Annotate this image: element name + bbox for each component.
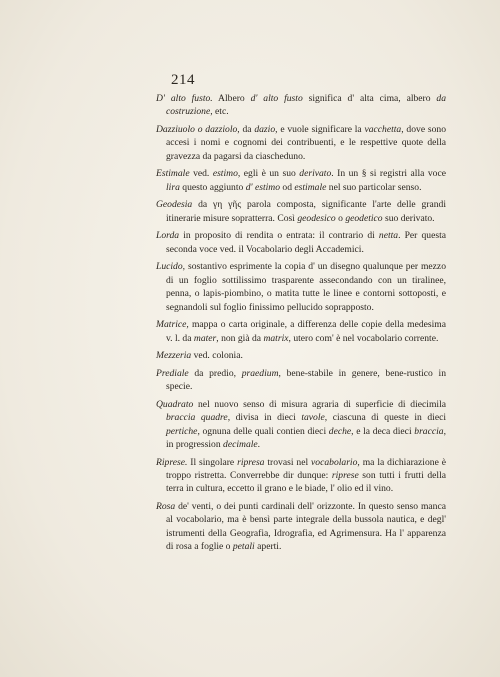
entry-text: in proposito di rendita o entrata: il contrario di — [179, 230, 379, 242]
glossary-entry — [156, 198, 446, 225]
entry-text: sostantivo esprimente la copia d' un disegno qualunque per mezzo di un foglio sottilissimo trasparente assecondando con un tiralinee, penna, o lapis-piombino, o matita tutte le linee e contorni sottoposti, e segnandoli sul foglio finissimo pellucido soprapposto. — [166, 261, 446, 313]
entry-text: trovasi nel — [264, 456, 312, 468]
entry-text: , non già da — [216, 332, 264, 344]
entry-italic-text: petali — [232, 541, 255, 553]
glossary-entry — [156, 398, 446, 452]
entry-italic-text: matrix — [263, 332, 289, 344]
entry-term: Rosa — [156, 501, 176, 513]
glossary-entries — [156, 92, 446, 558]
entry-text: o — [335, 212, 346, 224]
entry-italic-text: estimale — [294, 181, 327, 193]
entry-text: . — [257, 439, 261, 451]
entry-term: Estimale — [156, 168, 190, 180]
glossary-entry — [156, 229, 446, 256]
entry-italic-text: lira — [166, 181, 180, 193]
glossary-entry — [156, 167, 446, 194]
entry-term: Lorda — [156, 230, 180, 242]
entry-term: D' alto fusto. — [156, 93, 213, 104]
entry-text: , etc. — [210, 106, 229, 118]
entry-italic-text: netta — [378, 230, 399, 242]
entry-italic-text: pertiche — [166, 425, 198, 437]
entry-text: , utero com' è nel vocabolario corrente. — [288, 332, 439, 344]
entry-text: da γη γῆς parola composta, significante l'arte delle grandi itinerarie misure sopratterra. Così — [166, 199, 446, 224]
entry-italic-text: praedium — [241, 367, 279, 379]
entry-text: nel nuovo senso di misura agraria di superficie di diecimila — [193, 398, 446, 410]
entry-italic-text: estimo — [212, 168, 238, 180]
entry-italic-text: d' alto fusto — [250, 93, 303, 104]
glossary-entry — [156, 349, 446, 362]
entry-italic-text: da costruzione — [166, 93, 447, 118]
entry-text: de' venti, o dei punti cardinali dell' orizzonte. In questo senso manca al vocabolario, ma è bensì parte integrale della bussola nautica, e degl' istrumenti della Geografia, Idrografia, ed Agrimensura. Ha l' apparenza di rosa a foglie o — [166, 501, 446, 553]
entry-text: aperti. — [254, 541, 282, 553]
entry-term: Dazziuolo o dazziolo — [156, 124, 238, 135]
entry-term: Riprese. — [156, 456, 188, 468]
entry-text: , in progression — [166, 425, 446, 451]
entry-text: , egli è un suo — [237, 168, 300, 180]
entry-italic-text: geodetico — [345, 212, 383, 224]
entry-text: suo derivato. — [382, 212, 435, 224]
entry-text: da predio, — [188, 367, 242, 379]
entry-text: nel suo particolar senso. — [326, 181, 422, 193]
glossary-entry — [156, 260, 446, 314]
entry-text: , divisa in dieci — [227, 412, 302, 424]
entry-italic-text: ripresa — [237, 456, 265, 468]
entry-text: , dove sono accesi i nomi e cognomi dei contribuenti, e le respettive quote della gravezza da pagarsi da ciascheduno. — [166, 124, 446, 162]
entry-term: Lucido, — [156, 261, 186, 273]
glossary-entry — [156, 500, 446, 554]
entry-text: . Per questa seconda voce ved. il Vocabolario degli Accademici. — [166, 230, 446, 255]
entry-text: , bene-stabile in genere, bene-rustico in specie. — [166, 367, 446, 393]
glossary-entry — [156, 367, 446, 394]
entry-text: questo aggiunto — [179, 181, 246, 193]
entry-text: , da — [237, 124, 255, 135]
entry-text: , ma la dichiarazione è troppo ristretta. Converrebbe dir dunque: — [166, 456, 446, 482]
entry-text: Albero — [212, 93, 251, 104]
entry-text: , e vuole significare la — [275, 124, 365, 135]
entry-text: . In un § si registri alla voce — [331, 168, 446, 180]
entry-text: son tutti i frutti della terra in cultura, eccetto il grano e le biade, l' olio ed il vino. — [166, 470, 446, 495]
entry-term: Matrice, — [156, 319, 189, 331]
entry-italic-text: vacchetta — [364, 124, 402, 135]
entry-italic-text: mater — [193, 332, 217, 344]
entry-text: Il singolare — [187, 456, 238, 468]
entry-text: mappa o carta originale, a differenza delle copie della medesima v. l. da — [166, 319, 446, 344]
entry-text: od — [280, 181, 295, 193]
entry-italic-text: tavole — [301, 412, 325, 424]
entry-italic-text: braccia — [414, 425, 444, 437]
entry-text: ved. colonia. — [191, 350, 243, 362]
entry-term: Prediale — [156, 367, 189, 379]
entry-text: significa d' alta cima, albero — [302, 93, 437, 104]
entry-italic-text: braccia quadre — [166, 412, 228, 424]
entry-text: ved. — [189, 168, 213, 180]
entry-term: Geodesia — [156, 199, 193, 211]
entry-term: Mezzeria — [156, 350, 192, 362]
entry-text: , ciascuna di queste in dieci — [324, 412, 447, 424]
glossary-entry — [156, 92, 446, 119]
entry-term: Quadrato — [156, 398, 194, 410]
glossary-entry — [156, 456, 446, 496]
entry-italic-text: dazio — [254, 124, 276, 135]
glossary-entry — [156, 318, 446, 345]
entry-italic-text: decimale — [223, 439, 258, 451]
page-number: 214 — [171, 72, 195, 88]
entry-italic-text: geodesico — [297, 212, 336, 224]
entry-italic-text: riprese — [331, 470, 359, 482]
entry-italic-text: deche — [328, 425, 352, 437]
entry-italic-text: derivato — [299, 168, 332, 180]
entry-italic-text: vocabolario — [311, 456, 358, 468]
entry-italic-text: d' estimo — [245, 181, 280, 193]
glossary-entry — [156, 123, 446, 163]
entry-text: , ognuna delle quali contien dieci — [197, 425, 329, 437]
entry-text: , e la deca dieci — [351, 425, 415, 437]
